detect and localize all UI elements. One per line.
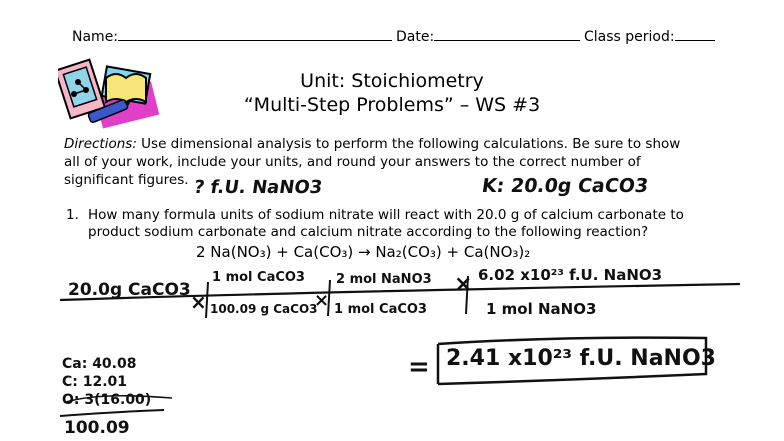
handwritten-known: K: 20.0g CaCO3 bbox=[480, 175, 650, 197]
factor-2-denominator: 1 mol CaCO3 bbox=[334, 302, 427, 317]
times-sign-1: × bbox=[190, 290, 207, 314]
directions-line-3: significant figures. bbox=[64, 172, 189, 188]
name-label: Name: bbox=[72, 29, 119, 45]
date-label: Date: bbox=[396, 29, 435, 45]
factor-3-denominator: 1 mol NaNO3 bbox=[486, 300, 597, 318]
times-sign-2: × bbox=[314, 290, 330, 311]
reaction-equation: 2 Na(NO₃) + Ca(CO₃) → Na₂(CO₃) + Ca(NO₃)₂ bbox=[196, 243, 531, 261]
molar-mass-total: 100.09 bbox=[64, 418, 130, 438]
directions-line-2: all of your work, include your units, and round your answers to the correct number of bbox=[64, 154, 641, 170]
molar-mass-calcium: Ca: 40.08 bbox=[62, 356, 137, 372]
factor-2-numerator: 2 mol NaNO3 bbox=[336, 272, 432, 287]
molar-mass-oxygen: O: 3(16.00) bbox=[62, 392, 152, 408]
factor-1-numerator: 1 mol CaCO3 bbox=[212, 270, 305, 285]
directions-label: Directions: bbox=[64, 136, 137, 152]
factor-1-denominator: 100.09 g CaCO3 bbox=[210, 302, 318, 316]
problem-1-line-1: How many formula units of sodium nitrate will react with 20.0 g of calcium carbonate to bbox=[88, 207, 684, 223]
times-sign-3: × bbox=[454, 272, 473, 297]
final-answer: 2.41 x10²³ f.U. NaNO3 bbox=[446, 346, 716, 371]
factor-3-numerator: 6.02 x10²³ f.U. NaNO3 bbox=[478, 266, 663, 284]
problem-number: 1. bbox=[66, 207, 79, 223]
worksheet-subtitle: “Multi-Step Problems” – WS #3 bbox=[243, 94, 541, 116]
problem-1-line-2: product sodium carbonate and calcium nitrate according to the following reaction? bbox=[88, 224, 649, 240]
answer-equals: = bbox=[408, 352, 430, 382]
molar-mass-carbon: C: 12.01 bbox=[62, 374, 128, 390]
class-period-label: Class period: bbox=[584, 29, 675, 45]
directions-line-1: Directions: Use dimensional analysis to perform the following calculations. Be sure to show bbox=[64, 136, 681, 152]
handwritten-start-mass: 20.0g CaCO3 bbox=[68, 280, 191, 300]
handwritten-unknown: ? f.U. NaNO3 bbox=[192, 177, 324, 198]
unit-title: Unit: Stoichiometry bbox=[300, 70, 484, 92]
